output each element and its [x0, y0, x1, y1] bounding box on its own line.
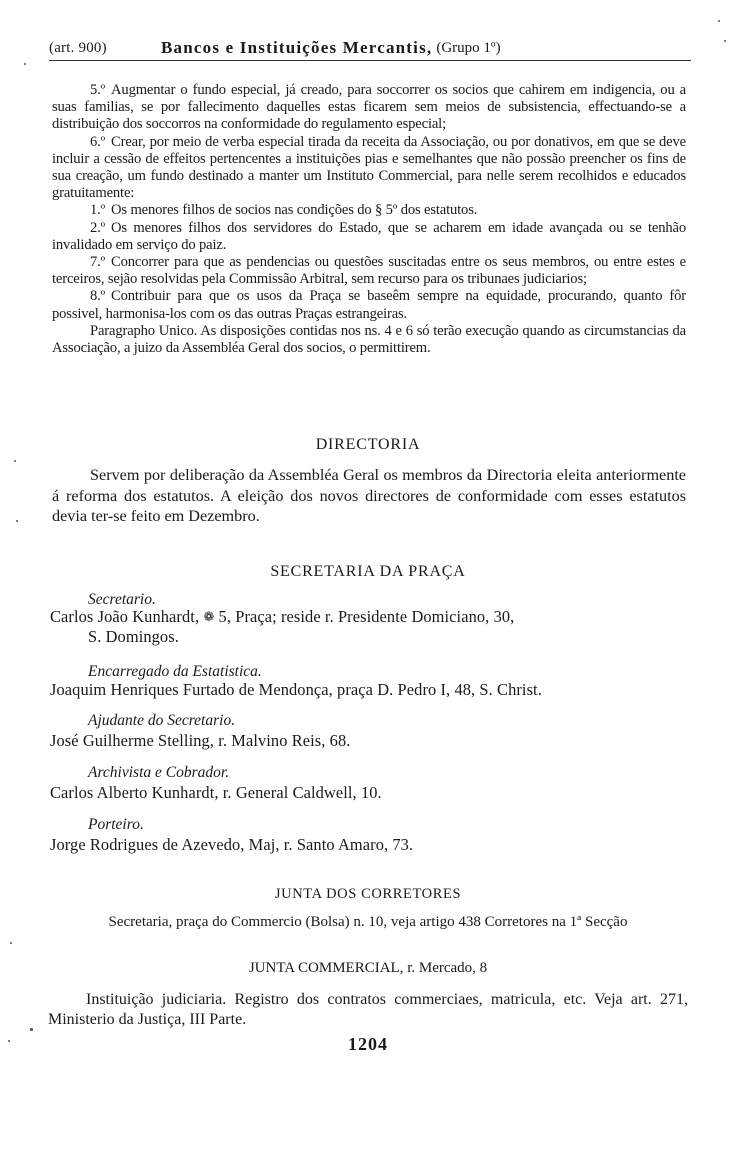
header-group: (Grupo 1º)	[436, 40, 501, 56]
page-number: 1204	[348, 1034, 388, 1054]
section-title-junta-commercial: JUNTA COMMERCIAL, r. Mercado, 8	[248, 960, 488, 976]
person-encarregado-estatistica: Joaquim Henriques Furtado de Mendonça, praça D. Pedro I, 48, S. Christ.	[50, 680, 542, 699]
paragraph-5: 5.º Augmentar o fundo especial, já creado, para soccorrer os socios que cahirem em indigencia, ou a suas familias, se por fallecimento daquelles estas ficarem sem meios de subsistencia, effectuando-se a distribuição dos soccorros na conformidade do regulamento especial;	[52, 82, 686, 133]
junta-corretores-text: Secretaria, praça do Commercio (Bolsa) n. 10, veja artigo 438 Corretores na 1ª Secção	[108, 914, 628, 930]
scan-speck	[24, 63, 26, 65]
header-title: Bancos e Instituições Mercantis,	[161, 38, 433, 57]
section-title-junta-corretores: JUNTA DOS CORRETORES	[274, 886, 462, 902]
role-porteiro: Porteiro.	[88, 816, 144, 833]
person-secretario: Carlos João Kunhardt, ❁ 5, Praça; reside r. Presidente Domiciano, 30, S. Domingos.	[50, 607, 515, 646]
emblem-icon: ❁	[203, 609, 215, 624]
paragraph-8: 8.º Contribuir para que os usos da Praça se baseêm sempre na equidade, procurando, quanto fôr possivel, harmonisa-los com os das outras Praças estrangeiras.	[52, 288, 686, 322]
paragraph-6: 6.º Crear, por meio de verba especial tirada da receita da Associação, ou por donativos, em que se deve incluir a cessão de effeitos pertencentes a instituições pias e semelhantes que não possão preencher os fins de sua creação, um fundo destinado a manter um Instituto Commercial, para nelle serem recolhidos e educados gratuitamente:	[52, 133, 686, 202]
statute-paragraphs	[52, 82, 686, 357]
section-title-secretaria: SECRETARIA DA PRAÇA	[270, 563, 466, 580]
role-archivista-cobrador: Archivista e Cobrador.	[88, 764, 230, 781]
person-ajudante-secretario: José Guilherme Stelling, r. Malvino Reis, 68.	[50, 731, 351, 750]
paragrapho-unico: Paragrapho Unico. As disposições contidas nos ns. 4 e 6 só terão execução quando as circumstancias da Associação, a juizo da Assembléa Geral dos socios, o permittirem.	[52, 322, 686, 357]
scan-speck	[10, 942, 12, 944]
running-header	[49, 36, 691, 61]
scan-speck	[718, 20, 720, 22]
section-title-directoria: DIRECTORIA	[315, 436, 421, 453]
sub-item-1: 1.º Os menores filhos de socios nas condições do § 5º dos estatutos.	[90, 202, 478, 219]
scan-speck	[14, 460, 16, 462]
scan-speck	[30, 1028, 33, 1031]
role-encarregado-estatistica: Encarregado da Estatistica.	[88, 663, 262, 680]
scan-speck	[16, 520, 18, 522]
scan-speck	[8, 1040, 10, 1042]
scan-speck	[724, 40, 726, 42]
article-reference: (art. 900)	[49, 40, 107, 56]
role-secretario: Secretario.	[88, 591, 156, 608]
role-ajudante-secretario: Ajudante do Secretario.	[88, 712, 236, 729]
paragraph-7: 7.º Concorrer para que as pendencias ou questões suscitadas entre os seus membros, ou entre estes e terceiros, sejão resolvidas pela Commissão Arbitral, sem recurso para os tribunaes judiciarios;	[52, 254, 686, 288]
directoria-text: Servem por deliberação da Assembléa Geral os membros da Directoria eleita anteriormente á reforma dos estatutos. A eleição dos novos directores de conformidade com esses estatutos devia ter-se feito em Dezembro.	[52, 466, 686, 525]
person-archivista-cobrador: Carlos Alberto Kunhardt, r. General Caldwell, 10.	[50, 783, 382, 802]
junta-commercial-text: Instituição judiciaria. Registro dos contratos commerciaes, matricula, etc. Veja art. 271, Ministerio da Justiça, III Parte.	[48, 991, 688, 1028]
person-porteiro: Jorge Rodrigues de Azevedo, Maj, r. Santo Amaro, 73.	[50, 835, 414, 854]
sub-item-2: 2.º Os menores filhos dos servidores do Estado, que se acharem em idade avançada ou se tenhão invalidado em serviço do paiz.	[52, 219, 686, 253]
